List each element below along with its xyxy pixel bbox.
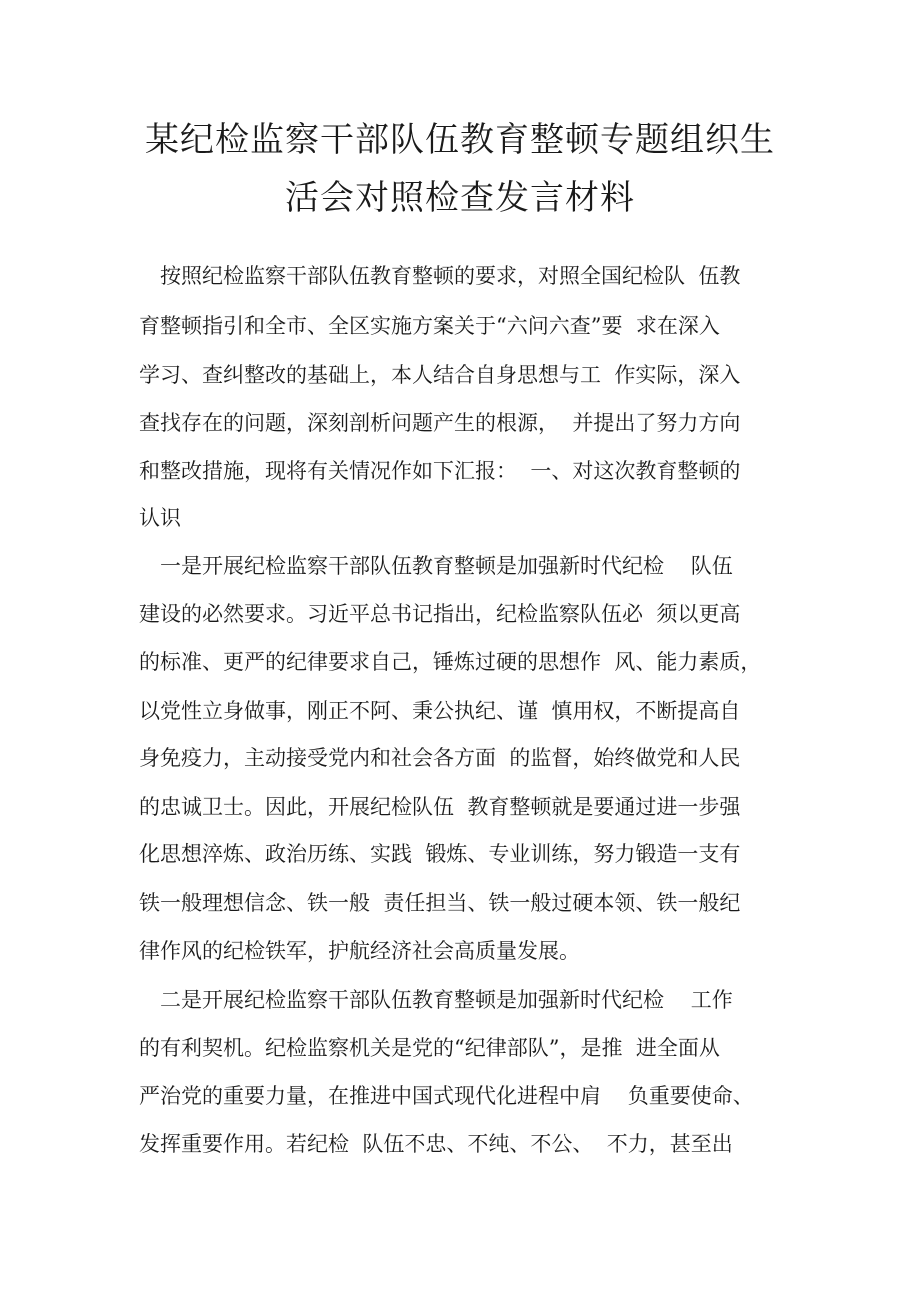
paragraph-line: 二是开展纪检监察干部队伍教育整顿是加强新时代纪检 工作	[160, 988, 733, 1012]
paragraph-line: 查找存在的问题，深刻剖析问题产生的根源， 并提出了努力方向	[139, 411, 741, 435]
paragraph-line: 的标准、更严的纪律要求自己，锤炼过硬的思想作 风、能力素质，	[139, 650, 762, 674]
document-title-line-2: 活会对照检查发言材料	[285, 178, 635, 218]
paragraph-line: 化思想淬炼、政治历练、实践 锻炼、专业训练，努力锻造一支有	[139, 842, 741, 866]
paragraph-line: 发挥重要作用。若纪检 队伍不忠、不纯、不公、 不力，甚至出	[139, 1132, 733, 1156]
paragraph-line: 铁一般理想信念、铁一般 责任担当、铁一般过硬本领、铁一般纪	[139, 891, 741, 915]
paragraph-line: 建设的必然要求。习近平总书记指出，纪检监察队伍必 须以更高	[139, 602, 741, 626]
paragraph-line: 身免疫力，主动接受党内和社会各方面 的监督，始终做党和人民	[139, 746, 741, 770]
paragraph-line: 和整改措施，现将有关情况作如下汇报： 一、对这次教育整顿的	[139, 459, 741, 483]
paragraph-line: 按照纪检监察干部队伍教育整顿的要求，对照全国纪检队 伍教	[160, 264, 741, 288]
paragraph-line: 的忠诚卫士。因此，开展纪检队伍 教育整顿就是要通过进一步强	[139, 795, 741, 819]
paragraph-line: 认识	[139, 506, 181, 530]
paragraph-line: 一是开展纪检监察干部队伍教育整顿是加强新时代纪检 队伍	[160, 554, 733, 578]
paragraph-line: 的有利契机。纪检监察机关是党的“纪律部队”，是推 进全面从	[139, 1036, 720, 1060]
paragraph-line: 严治党的重要力量，在推进中国式现代化进程中肩 负重要使命、	[139, 1084, 754, 1108]
paragraph-line: 律作风的纪检铁军，护航经济社会高质量发展。	[139, 939, 580, 963]
document-title-line-1: 某纪检监察干部队伍教育整顿专题组织生	[145, 120, 775, 160]
paragraph-line: 以党性立身做事，刚正不阿、秉公执纪、谨 慎用权，不断提高自	[139, 699, 741, 723]
paragraph-line: 学习、查纠整改的基础上，本人结合自身思想与工 作实际，深入	[139, 363, 741, 387]
paragraph-line: 育整顿指引和全市、全区实施方案关于“六问六查”要 求在深入	[139, 314, 720, 338]
